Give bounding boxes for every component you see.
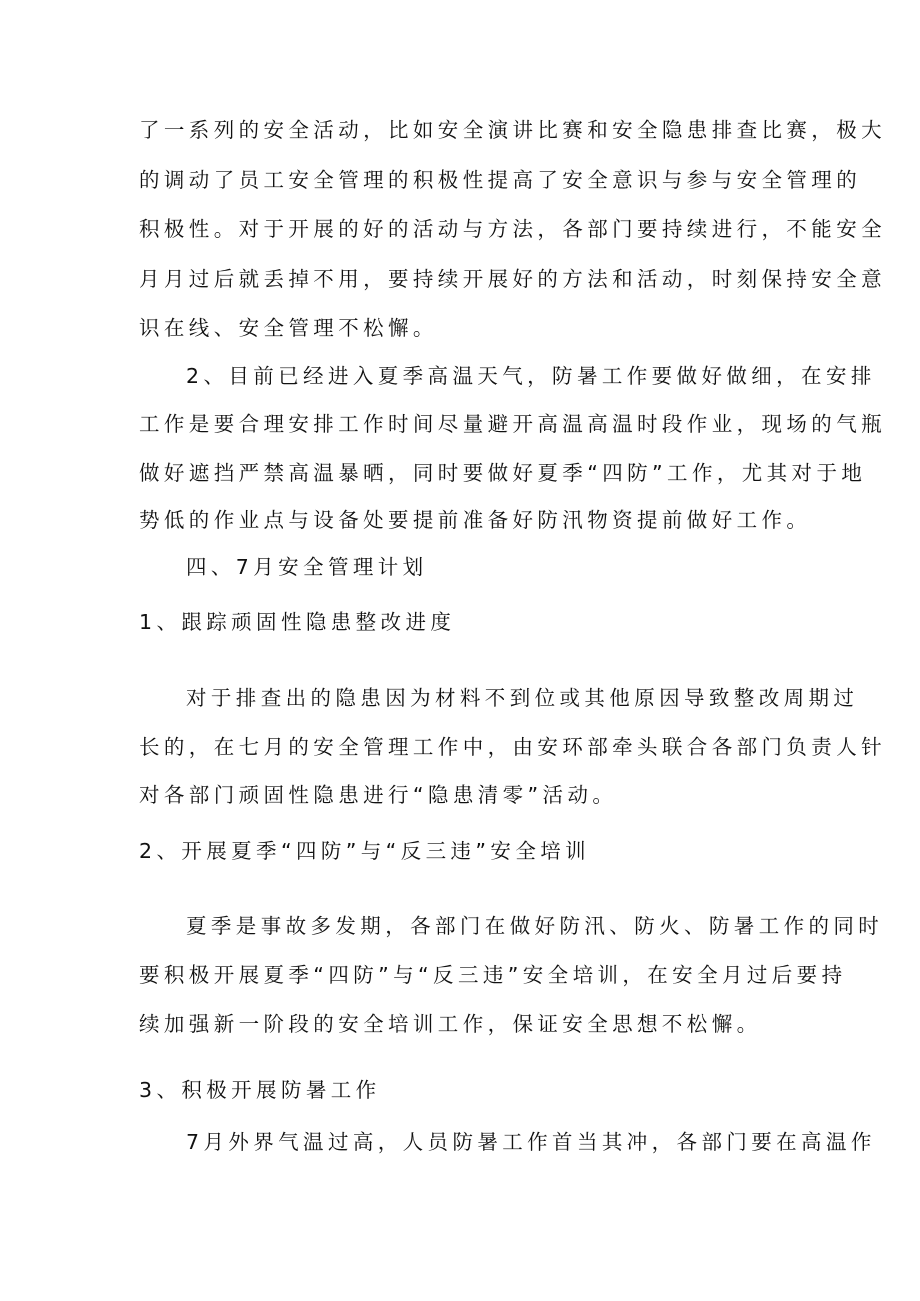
text-line: 工作是要合理安排工作时间尽量避开高温高温时段作业，现场的气瓶 bbox=[139, 412, 886, 436]
text-line: 要积极开展夏季“四防”与“反三违”安全培训，在安全月过后要持 bbox=[139, 963, 847, 987]
text-line: 了一系列的安全活动，比如安全演讲比赛和安全隐患排查比赛，极大 bbox=[139, 118, 886, 142]
text-line: 的调动了员工安全管理的积极性提高了安全意识与参与安全管理的 bbox=[139, 168, 862, 192]
text-line: 做好遮挡严禁高温暴晒，同时要做好夏季“四防”工作，尤其对于地 bbox=[139, 461, 867, 485]
text-line: 势低的作业点与设备处要提前准备好防汛物资提前做好工作。 bbox=[139, 508, 812, 532]
text-line: 对各部门顽固性隐患进行“隐患清零”活动。 bbox=[139, 783, 618, 807]
paragraph-start: 2、目前已经进入夏季高温天气，防暑工作要做好做细，在安排 bbox=[186, 364, 876, 388]
subsection-heading: 2、开展夏季“四防”与“反三违”安全培训 bbox=[139, 839, 591, 863]
section-heading: 四、7月安全管理计划 bbox=[186, 555, 428, 579]
text-line: 月月过后就丢掉不用，要持续开展好的方法和活动，时刻保持安全意 bbox=[139, 267, 886, 291]
paragraph-start: 7月外界气温过高，人员防暑工作首当其冲，各部门要在高温作 bbox=[186, 1130, 876, 1154]
text-line: 积极性。对于开展的好的活动与方法，各部门要持续进行，不能安全 bbox=[139, 217, 886, 241]
paragraph-start: 对于排查出的隐患因为材料不到位或其他原因导致整改周期过 bbox=[186, 686, 859, 710]
text-line: 长的，在七月的安全管理工作中，由安环部牵头联合各部门负责人针 bbox=[139, 735, 886, 759]
subsection-heading: 3、积极开展防暑工作 bbox=[139, 1078, 381, 1102]
text-line: 续加强新一阶段的安全培训工作，保证安全思想不松懈。 bbox=[139, 1012, 762, 1036]
text-line: 识在线、安全管理不松懈。 bbox=[139, 316, 438, 340]
paragraph-start: 夏季是事故多发期，各部门在做好防汛、防火、防暑工作的同时 bbox=[186, 914, 884, 938]
subsection-heading: 1、跟踪顽固性隐患整改进度 bbox=[139, 610, 456, 634]
